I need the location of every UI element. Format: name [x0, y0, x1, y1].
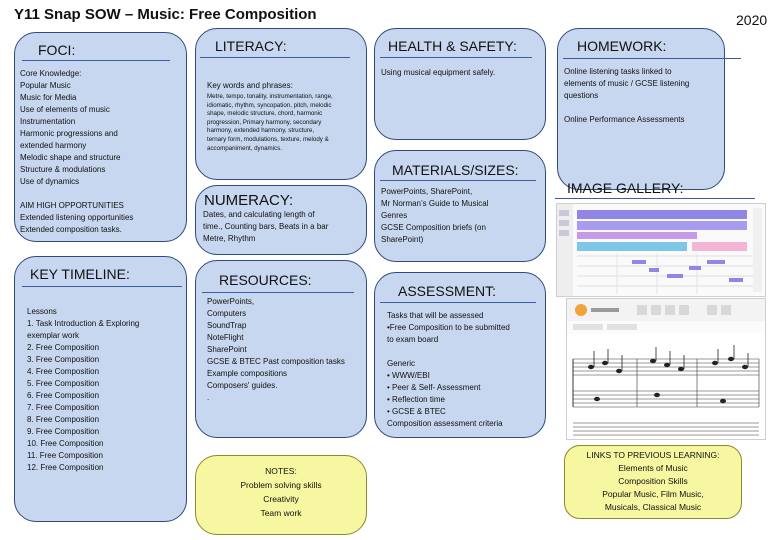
- notes-line: Team work: [260, 508, 302, 518]
- homework-heading: HOMEWORK:: [577, 38, 667, 54]
- gallery-daw-screenshot: [556, 203, 766, 297]
- health-safety-heading: HEALTH & SAFETY:: [388, 38, 517, 54]
- year-label: 2020: [736, 12, 768, 28]
- timeline-item: 9. Free Composition: [27, 427, 100, 436]
- materials-line: Mr Norman’s Guide to Musical: [381, 199, 489, 208]
- links-line: Popular Music, Film Music,: [602, 489, 704, 499]
- foci-line: Melodic shape and structure: [20, 153, 121, 162]
- health-safety-text: Using musical equipment safely.: [381, 68, 496, 77]
- notation-screenshot-graphic: [567, 299, 765, 439]
- timeline-item: Lessons: [27, 307, 57, 316]
- foci-aim-line: Extended composition tasks.: [20, 225, 122, 234]
- links-line: Musicals, Classical Music: [604, 502, 702, 512]
- links-line: LINKS TO PREVIOUS LEARNING:: [586, 450, 720, 460]
- notes-text: [195, 464, 367, 520]
- literacy-line: harmony, extended harmony, structure,: [207, 127, 315, 135]
- homework-text: [564, 66, 689, 102]
- assessment-generic: [387, 358, 503, 430]
- timeline-item: 10. Free Composition: [27, 439, 104, 448]
- app-logo-icon: [575, 304, 587, 316]
- numeracy-heading: NUMERACY:: [204, 192, 294, 209]
- foci-line: Harmonic progressions and: [20, 129, 118, 138]
- notes-line: Creativity: [263, 494, 299, 504]
- assessment-generic-line: • WWW/EBI: [387, 371, 430, 380]
- timeline-heading: KEY TIMELINE:: [30, 266, 130, 282]
- notes-line: NOTES:: [265, 466, 297, 476]
- foci-aim-line: AIM HIGH OPPORTUNITIES: [20, 201, 124, 210]
- resources-item: Computers: [207, 309, 247, 318]
- literacy-subheading: Key words and phrases:: [207, 81, 293, 90]
- assessment-heading: ASSESSMENT:: [398, 283, 497, 299]
- foci-aim-list: [20, 200, 133, 236]
- assessment-generic-line: Generic: [387, 359, 416, 368]
- homework-line: Online listening tasks linked to: [564, 67, 672, 76]
- assessment-line: Tasks that will be assessed: [387, 311, 484, 320]
- timeline-item: 2. Free Composition: [27, 343, 100, 352]
- literacy-heading: LITERACY:: [215, 38, 287, 54]
- materials-heading: MATERIALS/SIZES:: [392, 162, 519, 178]
- homework-text-2: Online Performance Assessments: [564, 115, 685, 124]
- timeline-item: 7. Free Composition: [27, 403, 100, 412]
- gallery-notation-screenshot: [566, 298, 766, 440]
- numeracy-text: [203, 209, 328, 245]
- foci-heading-underline: [22, 60, 170, 61]
- resources-item: PowerPoints,: [207, 297, 255, 306]
- literacy-heading-underline: [200, 57, 350, 58]
- timeline-item: 8. Free Composition: [27, 415, 100, 424]
- resources-item: NoteFlight: [207, 333, 244, 342]
- literacy-line: ternary form, modulations, texture, melody &: [207, 135, 329, 143]
- literacy-line: Metre, tempo, tonality, instrumentation, range,: [207, 93, 333, 100]
- homework-heading-underline: [563, 58, 741, 59]
- foci-line: Popular Music: [20, 81, 71, 90]
- materials-line: SharePoint): [381, 235, 424, 244]
- timeline-item: exemplar work: [27, 331, 80, 340]
- literacy-line: shape, melodic structure, chord, harmonic: [207, 110, 323, 118]
- numeracy-line: Dates, and calculating length of: [203, 210, 315, 219]
- foci-core-list: [20, 68, 121, 188]
- links-text: [564, 449, 742, 514]
- resources-item: Example compositions: [207, 369, 288, 378]
- resources-item: Composers' guides.: [207, 381, 278, 390]
- foci-line: Use of dynamics: [20, 177, 80, 186]
- notes-line: Problem solving skills: [240, 480, 322, 490]
- literacy-line: accompaniment, dynamics.: [207, 144, 282, 152]
- resources-item: SharePoint: [207, 345, 247, 354]
- resources-item: GCSE & BTEC Past composition tasks: [207, 357, 345, 366]
- numeracy-line: Metre, Rhythm: [203, 234, 256, 243]
- assessment-generic-line: • Reflection time: [387, 395, 445, 404]
- health-safety-heading-underline: [380, 57, 532, 58]
- links-line: Composition Skills: [618, 476, 688, 486]
- foci-line: Structure & modulations: [20, 165, 106, 174]
- timeline-heading-underline: [22, 286, 182, 287]
- timeline-item: 1. Task Introduction & Exploring: [27, 319, 140, 328]
- assessment-tasks: [387, 310, 510, 346]
- materials-line: GCSE Composition briefs (on: [381, 223, 486, 232]
- homework-line: elements of music / GCSE listening: [564, 79, 690, 88]
- timeline-item: 3. Free Composition: [27, 355, 100, 364]
- materials-heading-underline: [380, 180, 536, 181]
- resources-item: SoundTrap: [207, 321, 247, 330]
- literacy-line: progression, Primary harmony, secondary: [207, 118, 322, 126]
- timeline-item: 12. Free Composition: [27, 463, 104, 472]
- materials-line: PowerPoints, SharePoint,: [381, 187, 473, 196]
- image-gallery-underline: [555, 198, 755, 199]
- materials-list: [381, 186, 488, 246]
- resources-heading: RESOURCES:: [219, 272, 312, 288]
- foci-heading: FOCI:: [38, 42, 76, 58]
- foci-line: Music for Media: [20, 93, 77, 102]
- timeline-item: 4. Free Composition: [27, 367, 100, 376]
- assessment-line: to exam board: [387, 335, 439, 344]
- foci-line: Core Knowledge:: [20, 69, 82, 78]
- daw-screenshot-graphic: [557, 204, 765, 296]
- assessment-generic-line: • GCSE & BTEC: [387, 407, 446, 416]
- literacy-line: idiomatic, rhythm, syncopation, pitch, melodic: [207, 101, 332, 109]
- links-line: Elements of Music: [618, 463, 688, 473]
- timeline-item: 5. Free Composition: [27, 379, 100, 388]
- assessment-line: •Free Composition to be submitted: [387, 323, 510, 332]
- resources-item: .: [207, 393, 210, 402]
- image-gallery-heading: IMAGE GALLERY:: [567, 180, 684, 196]
- foci-line: Instrumentation: [20, 117, 76, 126]
- timeline-item: 6. Free Composition: [27, 391, 100, 400]
- assessment-generic-line: Composition assessment criteria: [387, 419, 503, 428]
- resources-list: [207, 296, 345, 404]
- assessment-heading-underline: [380, 302, 536, 303]
- timeline-list: [27, 306, 139, 474]
- foci-aim-line: Extended listening opportunities: [20, 213, 134, 222]
- page-title: Y11 Snap SOW – Music: Free Composition: [14, 6, 317, 23]
- foci-line: Use of elements of music: [20, 105, 110, 114]
- materials-line: Genres: [381, 211, 408, 220]
- literacy-keywords: [207, 93, 333, 153]
- foci-line: extended harmony: [20, 141, 87, 150]
- numeracy-line: time., Counting bars, Beats in a bar: [203, 222, 329, 231]
- resources-heading-underline: [202, 292, 354, 293]
- homework-line: questions: [564, 91, 599, 100]
- assessment-generic-line: • Peer & Self- Assessment: [387, 383, 481, 392]
- timeline-item: 11. Free Composition: [27, 451, 103, 460]
